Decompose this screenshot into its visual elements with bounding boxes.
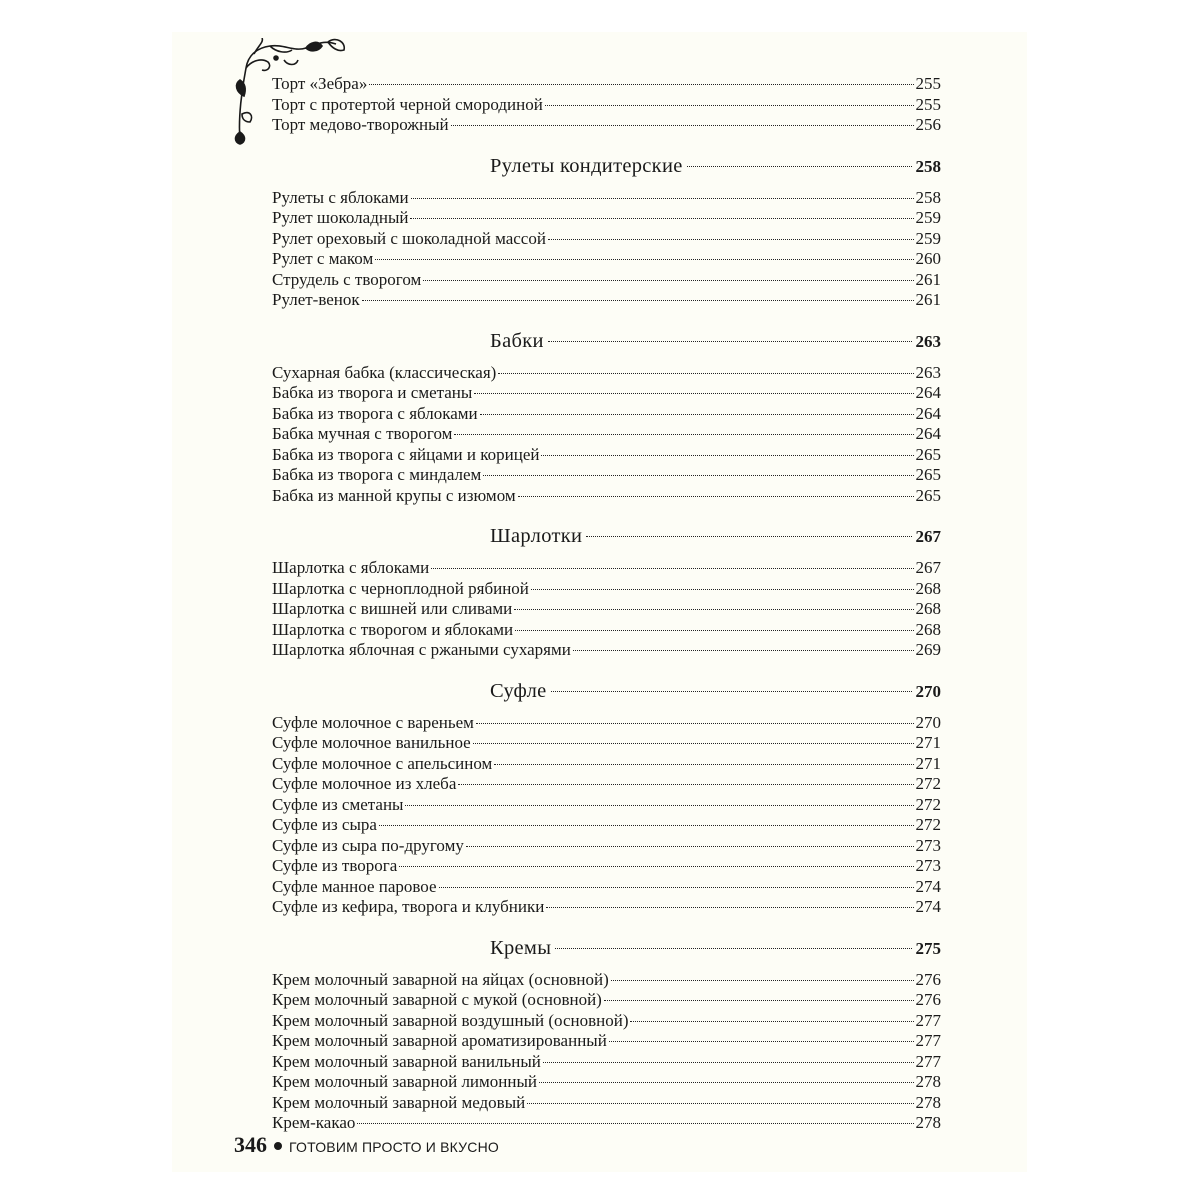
toc-entry [272,1031,941,1052]
dot-leader [399,866,913,867]
dot-leader [357,1123,913,1124]
entry-title: Суфле молочное с вареньем [272,712,474,732]
entry-title: Суфле молочное из хлеба [272,774,457,793]
entry-page-number: 274 [915,897,941,916]
toc-entry [272,733,941,754]
entry-page-number: 259 [915,228,941,248]
entry-page-number: 256 [915,115,941,134]
entry-title: Торт медово-творожный [272,115,449,134]
toc-entry [272,713,941,734]
dot-leader [527,1103,913,1104]
section-title: Кремы [490,936,552,959]
dot-leader [411,198,914,199]
toc-entry [272,579,941,600]
entry-title: Крем молочный заварной ароматизированный [272,1031,607,1050]
dot-leader [439,887,914,888]
dot-leader [548,341,912,342]
toc-entry [272,363,941,384]
toc-section-heading [272,144,941,188]
dot-leader [369,84,913,85]
dot-leader [586,536,911,537]
toc-entry [272,290,941,311]
entry-page-number: 264 [915,383,941,402]
dot-leader [545,105,914,106]
toc-entry [272,208,941,229]
toc-entry [272,424,941,445]
dot-leader [515,630,913,631]
entry-page-number: 278 [915,1072,941,1091]
entry-page-number: 278 [915,1092,941,1112]
toc-entry [272,383,941,404]
toc-entry [272,445,941,466]
entry-page-number: 272 [915,774,941,793]
entry-title: Крем-какао [272,1113,356,1132]
toc-entry [272,1113,941,1134]
dot-leader [687,166,912,167]
entry-page-number: 274 [915,876,941,896]
dot-leader [473,743,914,744]
dot-leader [518,496,914,497]
entry-title: Суфле из сыра по-другому [272,835,464,855]
dot-leader [474,393,913,394]
toc-entry [272,990,941,1011]
toc-entry [272,249,941,270]
toc-entry [272,754,941,775]
entry-title: Суфле молочное ванильное [272,733,471,752]
entry-page-number: 277 [915,1031,941,1050]
dot-leader [483,475,913,476]
toc-section-heading [272,669,941,713]
entry-page-number: 268 [915,578,941,598]
section-title: Рулеты кондитерские [490,154,683,177]
entry-title: Крем молочный заварной на яйцах (основной) [272,969,609,989]
toc-entry [272,229,941,250]
toc-entry [272,95,941,116]
dot-leader [548,239,914,240]
entry-page-number: 264 [915,403,941,423]
toc-section-heading [272,319,941,363]
entry-title: Рулет-венок [272,290,360,309]
entry-title: Крем молочный заварной медовый [272,1092,526,1112]
dot-leader [466,846,914,847]
entry-page-number: 269 [915,640,941,659]
section-title: Бабки [490,329,544,352]
toc-entry [272,1093,941,1114]
entry-page-number: 272 [915,794,941,814]
toc-entry [272,188,941,209]
entry-page-number: 265 [915,444,941,464]
section-title: Суфле [490,679,547,702]
entry-page-number: 271 [915,753,941,773]
toc-entry [272,836,941,857]
entry-title: Шарлотка с творогом и яблоками [272,619,514,639]
entry-page-number: 268 [915,619,941,639]
entry-title: Рулет с маком [272,249,374,268]
toc-entry [272,74,941,95]
entry-page-number: 260 [915,249,941,268]
entry-page-number: 276 [915,969,941,989]
toc-entry [272,897,941,918]
entry-page-number: 261 [915,269,941,289]
entry-title: Шарлотка с черноплодной рябиной [272,578,529,598]
dot-leader [514,609,913,610]
entry-title: Сухарная бабка (классическая) [272,362,497,382]
entry-page-number: 268 [915,599,941,618]
entry-title: Суфле из сыра [272,815,377,834]
entry-page-number: 273 [915,856,941,875]
section-page-number: 267 [915,527,941,546]
dot-leader [498,373,913,374]
entry-title: Торт с протертой черной смородиной [272,94,543,114]
entry-page-number: 278 [915,1113,941,1132]
dot-leader [551,691,912,692]
entry-title: Крем молочный заварной ванильный [272,1051,541,1071]
dot-leader [480,414,914,415]
toc-entry [272,815,941,836]
dot-leader [546,907,913,908]
toc-entry [272,856,941,877]
entry-page-number: 270 [915,712,941,732]
entry-title: Суфле из творога [272,856,398,875]
toc-entry [272,465,941,486]
entry-page-number: 259 [915,208,941,227]
entry-title: Бабка мучная с творогом [272,424,453,443]
dot-leader [539,1082,914,1083]
entry-title: Бабка из творога с миндалем [272,465,482,484]
toc-entry [272,599,941,620]
entry-page-number: 265 [915,465,941,484]
entry-title: Крем молочный заварной с мукой (основной) [272,990,602,1009]
dot-leader [454,434,913,435]
dot-leader [362,300,914,301]
toc-entry [272,1072,941,1093]
dot-leader [541,455,913,456]
toc-entry [272,270,941,291]
table-of-contents [272,74,941,1134]
dot-leader [573,650,914,651]
toc-entry [272,640,941,661]
toc-section-heading [272,514,941,558]
dot-leader [611,980,914,981]
entry-title: Крем молочный заварной воздушный (основной) [272,1010,629,1030]
entry-page-number: 265 [915,485,941,505]
entry-title: Торт «Зебра» [272,74,368,93]
entry-title: Суфле манное паровое [272,876,437,896]
entry-title: Бабка из творога с яблоками [272,403,478,423]
entry-title: Шарлотка яблочная с ржаными сухарями [272,640,571,659]
toc-entry [272,486,941,507]
section-page-number: 275 [915,938,941,958]
entry-page-number: 255 [915,74,941,93]
entry-title: Рулеты с яблоками [272,187,409,207]
entry-page-number: 276 [915,990,941,1009]
entry-title: Шарлотка с вишней или сливами [272,599,513,618]
entry-page-number: 264 [915,424,941,443]
entry-page-number: 261 [915,290,941,309]
entry-title: Суфле из сметаны [272,794,404,814]
entry-title: Бабка из манной крупы с изюмом [272,485,516,505]
toc-section-heading [272,926,941,970]
section-title: Шарлотки [490,525,583,547]
page-number: 346 [234,1132,267,1157]
entry-page-number: 273 [915,835,941,855]
entry-title: Бабка из творога с яйцами и корицей [272,444,540,464]
dot-leader [410,218,913,219]
dot-leader [423,280,913,281]
entry-title: Рулет шоколадный [272,208,409,227]
entry-title: Бабка из творога и сметаны [272,383,473,402]
toc-entry [272,404,941,425]
dot-leader [431,568,913,569]
toc-entry [272,1011,941,1032]
dot-leader [494,764,913,765]
toc-entry [272,877,941,898]
dot-leader [531,589,914,590]
section-page-number: 270 [915,681,941,701]
entry-page-number: 255 [915,94,941,114]
section-page-number: 263 [915,331,941,351]
entry-title: Суфле молочное с апельсином [272,753,493,773]
entry-page-number: 258 [915,187,941,207]
toc-entry [272,1052,941,1073]
entry-title: Струдель с творогом [272,269,422,289]
page-footer [234,1132,499,1158]
dot-leader [543,1062,914,1063]
dot-leader [630,1021,913,1022]
toc-entry [272,795,941,816]
dot-leader [604,1000,914,1001]
dot-leader [555,948,911,949]
dot-leader [379,825,914,826]
toc-entry [272,558,941,579]
entry-title: Шарлотка с яблоками [272,558,430,577]
section-page-number: 258 [915,156,941,176]
dot-leader [375,259,913,260]
entry-page-number: 277 [915,1010,941,1030]
entry-page-number: 272 [915,815,941,834]
entry-title: Суфле из кефира, творога и клубники [272,897,545,916]
entry-page-number: 277 [915,1051,941,1071]
book-title: ГОТОВИМ ПРОСТО И ВКУСНО [289,1139,499,1155]
entry-page-number: 271 [915,733,941,752]
entry-page-number: 267 [915,558,941,577]
dot-leader [451,125,914,126]
entry-page-number: 263 [915,362,941,382]
entry-title: Крем молочный заварной лимонный [272,1072,537,1091]
dot-leader [405,805,913,806]
toc-entry [272,774,941,795]
bullet-icon [274,1142,282,1150]
entry-title: Рулет ореховый с шоколадной массой [272,228,546,248]
dot-leader [458,784,913,785]
toc-entry [272,115,941,136]
dot-leader [609,1041,914,1042]
toc-entry [272,620,941,641]
dot-leader [476,723,914,724]
toc-entry [272,970,941,991]
